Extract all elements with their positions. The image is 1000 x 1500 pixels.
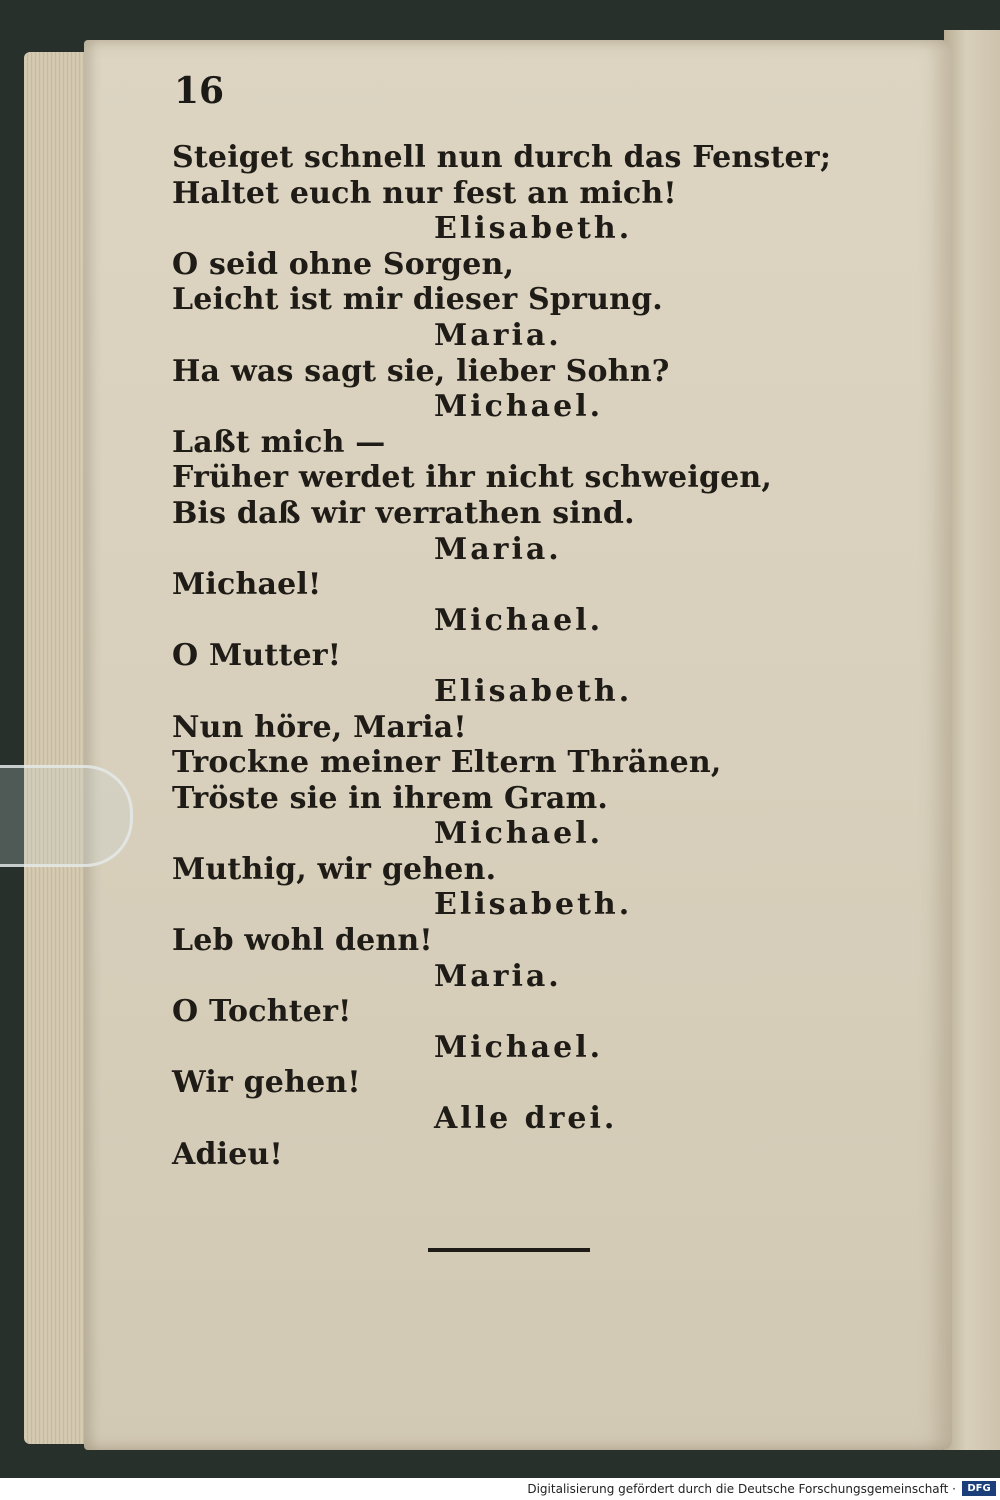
speaker-name: Elisabeth. [434,887,633,923]
verse-line: Michael! [172,567,322,603]
speaker-name: Maria. [434,317,562,353]
page-clip [0,765,133,867]
verse-line: Ha was sagt sie, lieber Sohn? [172,353,670,389]
closing-rule [428,1248,590,1252]
verse-line: Laßt mich — [172,424,386,460]
verse-line: Haltet euch nur fest an mich! [172,175,677,211]
footer-bar [0,1478,1000,1500]
verse-line: O Mutter! [172,638,342,674]
speaker-name: Maria. [434,958,562,994]
verse-line: Nun höre, Maria! [172,709,467,745]
verse-line: Leicht ist mir dieser Sprung. [172,282,663,318]
verse-line: O Tochter! [172,994,352,1030]
facing-page [944,30,1000,1450]
verse-line: Muthig, wir gehen. [172,851,497,887]
speaker-name: Elisabeth. [434,211,633,247]
verse-line: O seid ohne Sorgen, [172,246,515,282]
speaker-name: Michael. [434,602,604,638]
dfg-logo: DFG [962,1481,996,1496]
verse-line: Bis daß wir verrathen sind. [172,495,635,531]
verse-line: Tröste sie in ihrem Gram. [172,780,609,816]
speaker-name: Maria. [434,531,562,567]
speaker-name: Elisabeth. [434,673,633,709]
speaker-name: Michael. [434,816,604,852]
speaker-name: Alle drei. [434,1101,618,1137]
verse-line: Früher werdet ihr nicht schweigen, [172,460,773,496]
verse-line: Steiget schnell nun durch das Fenster; [172,140,832,175]
speaker-name: Michael. [434,1029,604,1065]
verse-line: Leb wohl denn! [172,923,433,959]
verse-line: Trockne meiner Eltern Thränen, [172,745,722,781]
verse-line: Wir gehen! [172,1065,361,1101]
footer-credit: Digitalisierung gefördert durch die Deutsche Forschungsgemeinschaft · [527,1482,956,1496]
speaker-name: Michael. [434,389,604,425]
verse-line: Adieu! [172,1136,283,1172]
verse-text [172,140,832,1172]
page-number: 16 [174,70,225,112]
